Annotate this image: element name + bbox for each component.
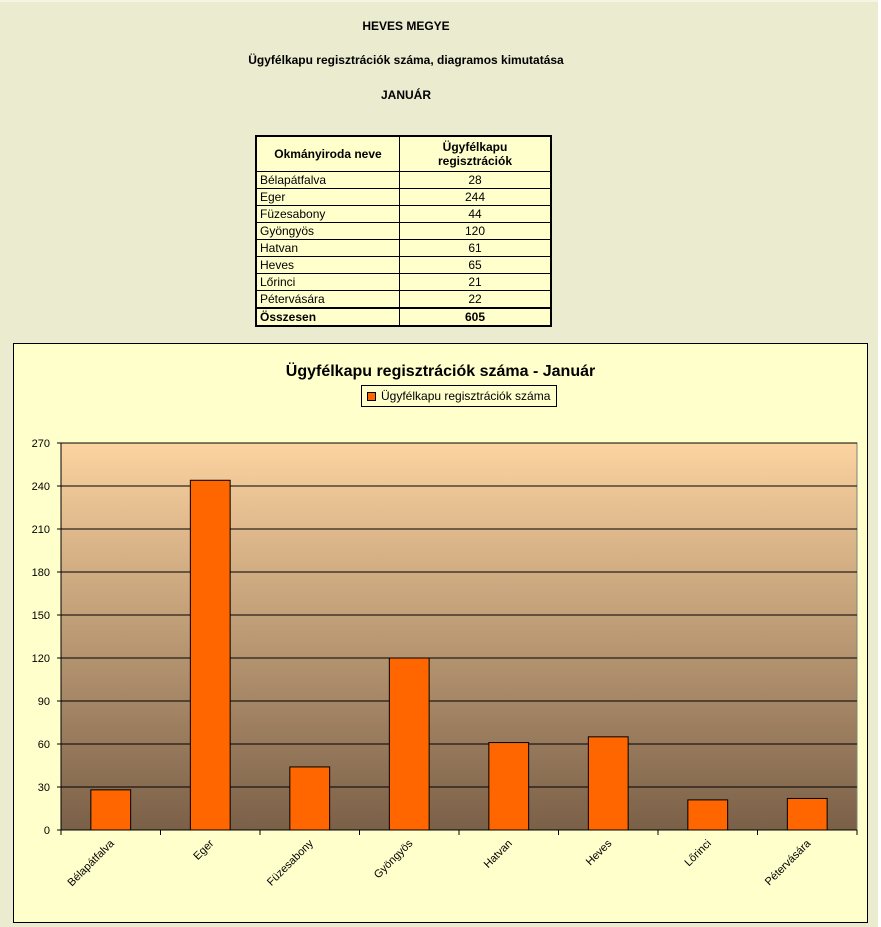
y-tick-label: 120 bbox=[31, 653, 50, 665]
y-tick-label: 180 bbox=[31, 567, 50, 579]
sheet-top-edge bbox=[0, 0, 881, 2]
table-row bbox=[256, 291, 551, 309]
registrations-cell: 28 bbox=[400, 172, 552, 189]
office-name-cell: Bélapátfalva bbox=[256, 172, 400, 189]
chart-title: Ügyfélkapu regisztrációk száma - Január bbox=[285, 363, 596, 380]
registrations-cell: 22 bbox=[400, 291, 552, 309]
x-tick-label: Bélapátfalva bbox=[65, 837, 117, 889]
x-tick-label: Gyöngyös bbox=[371, 837, 416, 882]
office-name-cell: Eger bbox=[256, 189, 400, 206]
y-tick-label: 270 bbox=[31, 438, 50, 450]
chart-legend bbox=[361, 385, 557, 407]
registrations-table bbox=[255, 135, 552, 327]
col-registrations bbox=[400, 136, 552, 172]
office-name-cell: Hatvan bbox=[256, 240, 400, 257]
y-tick-label: 0 bbox=[43, 825, 50, 837]
registrations-cell: 244 bbox=[400, 189, 552, 206]
x-tick-label: Füzesabony bbox=[265, 837, 316, 889]
col-registrations-line1: Ügyfélkapu bbox=[442, 140, 508, 154]
report-title: Ügyfélkapu regisztrációk száma, diagramos kimutatása bbox=[248, 53, 564, 67]
table-row bbox=[256, 257, 551, 274]
table-row bbox=[256, 223, 551, 240]
bar bbox=[190, 480, 230, 830]
y-tick-label: 240 bbox=[31, 481, 50, 493]
county-title: HEVES MEGYE bbox=[362, 19, 450, 33]
bar-chart bbox=[14, 344, 867, 922]
office-name-cell: Pétervására bbox=[256, 291, 400, 309]
total-row bbox=[256, 308, 551, 326]
table-row bbox=[256, 172, 551, 189]
registrations-cell: 65 bbox=[400, 257, 552, 274]
x-tick-label: Hatvan bbox=[481, 837, 515, 871]
registrations-cell: 44 bbox=[400, 206, 552, 223]
table-row bbox=[256, 240, 551, 257]
bar bbox=[787, 798, 827, 830]
month-title: JANUÁR bbox=[380, 88, 431, 102]
x-tick-label: Heves bbox=[583, 837, 615, 869]
y-tick-label: 60 bbox=[37, 739, 50, 751]
table-row bbox=[256, 206, 551, 223]
legend-label: Ügyfélkapu regisztrációk száma bbox=[381, 389, 551, 403]
x-tick-label: Lőrinci bbox=[682, 837, 714, 870]
registrations-cell: 21 bbox=[400, 274, 552, 291]
table-row bbox=[256, 274, 551, 291]
bar bbox=[389, 658, 429, 830]
y-tick-label: 90 bbox=[37, 696, 50, 708]
y-tick-label: 210 bbox=[31, 524, 50, 536]
x-tick-label: Eger bbox=[191, 837, 217, 863]
col-registrations-line2: regisztrációk bbox=[437, 154, 513, 168]
table-row bbox=[256, 189, 551, 206]
table-body bbox=[256, 172, 551, 327]
x-tick-label: Pétervására bbox=[762, 837, 814, 889]
office-name-cell: Füzesabony bbox=[256, 206, 400, 223]
y-tick-label: 150 bbox=[31, 610, 50, 622]
bar bbox=[290, 767, 330, 830]
plot-background bbox=[61, 443, 857, 830]
legend-swatch bbox=[367, 392, 376, 401]
y-tick-label: 30 bbox=[37, 782, 50, 794]
bar bbox=[91, 790, 131, 830]
chart-area bbox=[13, 343, 868, 923]
bar bbox=[489, 743, 529, 830]
office-name-cell: Heves bbox=[256, 257, 400, 274]
total-value: 605 bbox=[400, 308, 552, 326]
col-office-name: Okmányiroda neve bbox=[256, 136, 400, 172]
bar bbox=[688, 800, 728, 830]
office-name-cell: Lőrinci bbox=[256, 274, 400, 291]
office-name-cell: Gyöngyös bbox=[256, 223, 400, 240]
registrations-cell: 120 bbox=[400, 223, 552, 240]
registrations-cell: 61 bbox=[400, 240, 552, 257]
total-label: Összesen bbox=[256, 308, 400, 326]
bar bbox=[588, 737, 628, 830]
